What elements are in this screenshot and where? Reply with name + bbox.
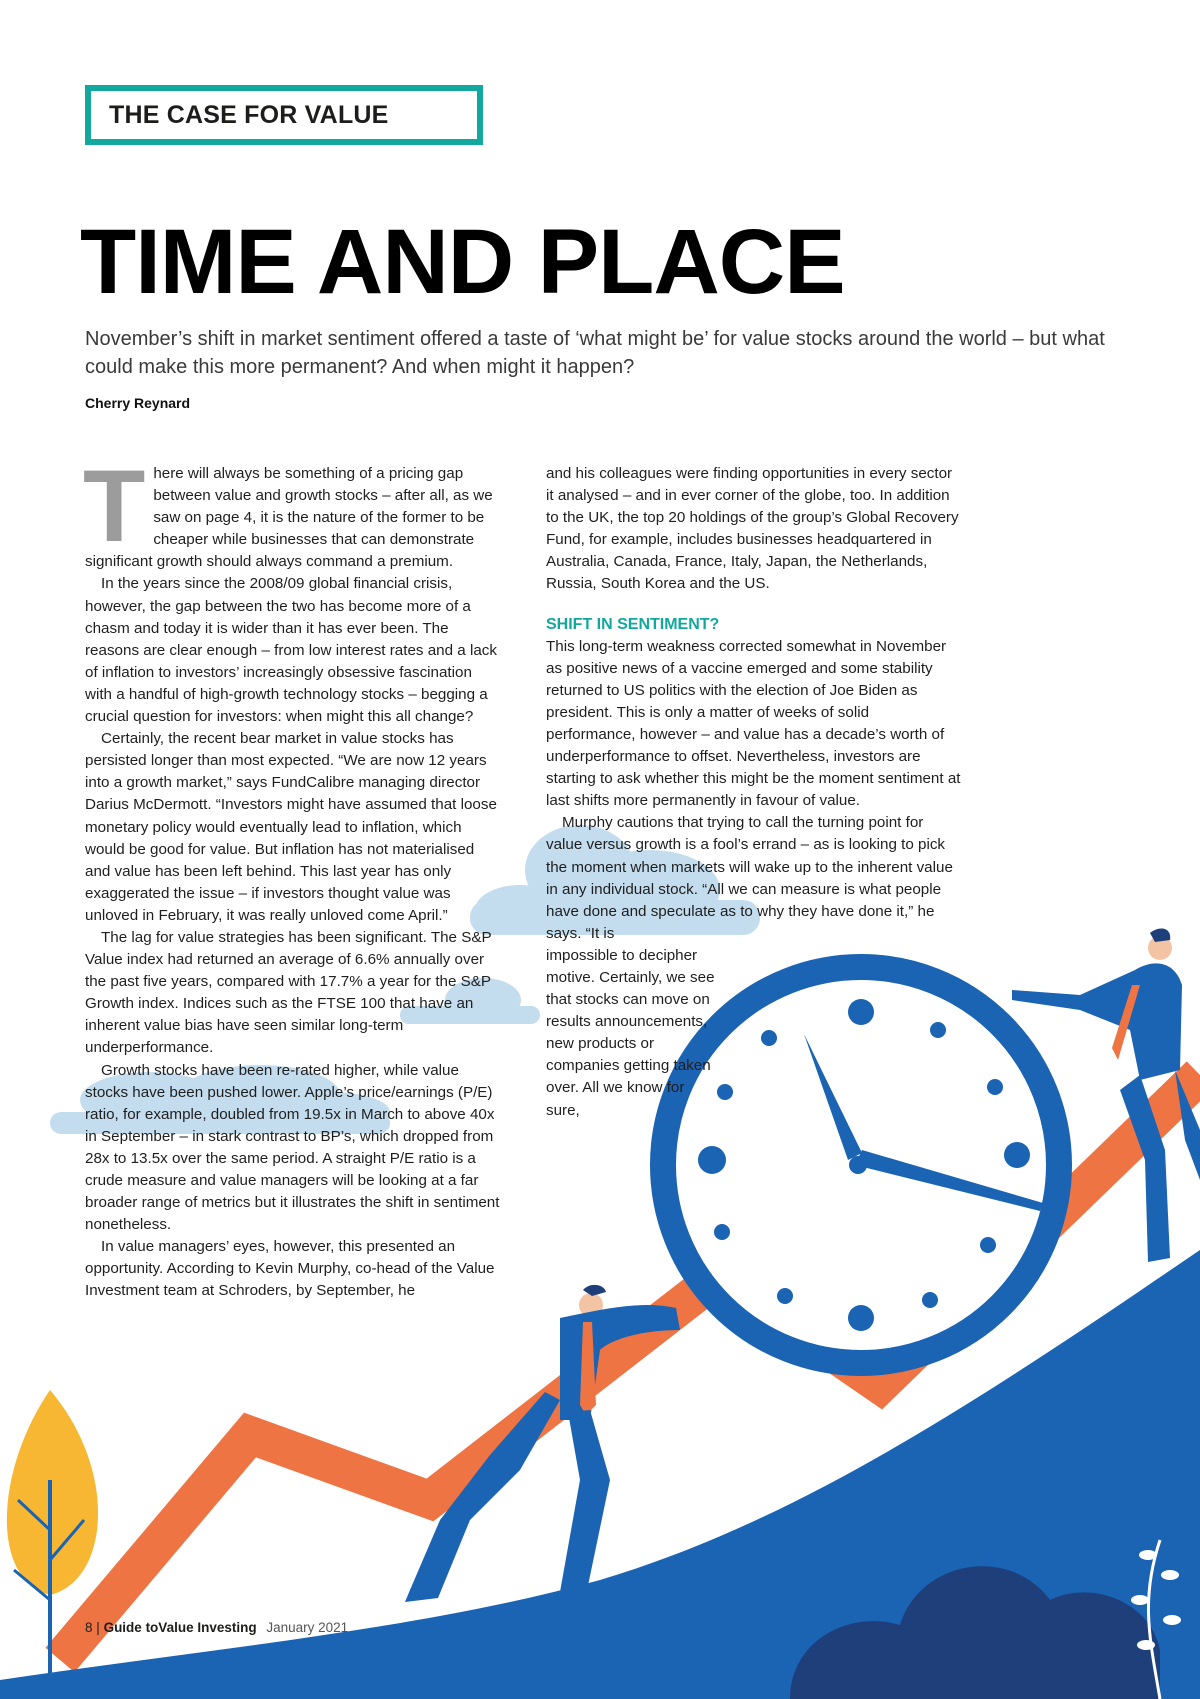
subheading: SHIFT IN SENTIMENT? <box>546 615 720 633</box>
businessman-figure <box>405 1285 680 1608</box>
paragraph: and his colleagues were finding opportunities in every sector it analysed – and in ever corner of the globe, too. In addition to the UK, the top 20 holdings of the group’s Global Recovery Fund, for example, includes businesses headquartered in Australia, Canada, France, Italy, Japan, the Netherlands, Russia, South Korea and the US. <box>546 465 959 593</box>
paragraph: In value managers’ eyes, however, this presented an opportunity. According to Kevin Murphy, co-head of the Value Investment team at Schroders, by September, he <box>85 1238 495 1300</box>
page-footer <box>85 1620 348 1635</box>
article-column-2 <box>546 463 961 1122</box>
paragraph-text: here will always be something of a pricing gap between value and growth stocks – after all, as we saw on page 4, it is the nature of the former to be cheaper while businesses that can demonstrate significant growth should always command a premium. <box>85 465 493 571</box>
paragraph: Murphy cautions that trying to call the turning point for value versus growth is a fool’s errand – as is looking to pick the moment when markets will wake up to the inherent value in any individual stock. “All we can measure is what people have done and speculate as to why they have done it,” he says. “It is <box>546 814 953 942</box>
byline: Cherry Reynard <box>85 395 191 411</box>
paragraph: The lag for value strategies has been significant. The S&P Value index had returned an average of 6.6% annually over the past five years, compared with 17.7% a year for the S&P Growth index. Indices such as the FTSE 100 that have an inherent value bias have seen similar long-term underperformance. <box>85 928 492 1057</box>
drop-cap: T <box>83 449 146 563</box>
paragraph: This long-term weakness corrected somewhat in November as positive news of a vaccine emerged and some stability returned to US politics with the election of Joe Biden as president. This is only a matter of weeks of solid performance, however – and value has a decade’s worth of underperformance to offset. Nevertheless, investors are starting to ask whether this might be the moment sentiment at last shifts more permanently in favour of value. <box>546 637 961 810</box>
page-title: TIME AND PLACE <box>80 211 845 313</box>
publication-name: Guide toValue Investing <box>103 1620 257 1635</box>
paragraph: In the years since the 2008/09 global financial crisis, however, the gap between the two has become more of a chasm and today it is wider than it has ever been. The reasons are clear enough – from low interest rates and a lack of inflation to investors’ increasingly obsessive fascination with a handful of high-growth technology stocks – begging a crucial question for investors: when might this all change? <box>85 575 497 726</box>
issue-date: January 2021 <box>266 1620 349 1635</box>
footer-separator: | <box>96 1620 100 1635</box>
page-number: 8 <box>85 1620 93 1635</box>
article-column-1 <box>83 449 500 1303</box>
paragraph-narrow <box>546 945 961 1122</box>
paragraph <box>83 449 500 573</box>
paragraph: Certainly, the recent bear market in value stocks has persisted longer than most expected. “We are now 12 years into a growth market,” says FundCalibre managing director Darius McDermott. “Investors might have assumed that loose monetary policy would eventually lead to inflation, which would be good for value. But inflation has not materialised and value has been left behind. This last year has only exaggerated the issue – if investors thought value was unloved in February, it was really unloved come April.” <box>85 730 497 924</box>
paragraph-text: impossible to decipher motive. Certainly, we see that stocks can move on results announcements, new products or companies getting taken over. All we know for sure, <box>546 946 715 1119</box>
section-tag: THE CASE FOR VALUE <box>85 85 483 145</box>
paragraph: Growth stocks have been re-rated higher, while value stocks have been pushed lower. Apple’s price/earnings (P/E) ratio, for example, doubled from 19.5x in March to above 40x in September – in stark contrast to BP’s, which dropped from 28x to 13.5x over the same period. A straight P/E ratio is a crude measure and value managers will be looking at a far broader range of metrics but it illustrates the shift in sentiment nonetheless. <box>85 1061 500 1234</box>
standfirst: November’s shift in market sentiment offered a taste of ‘what might be’ for value stocks around the world – but what could make this more permanent? And when might it happen? <box>85 328 1105 378</box>
